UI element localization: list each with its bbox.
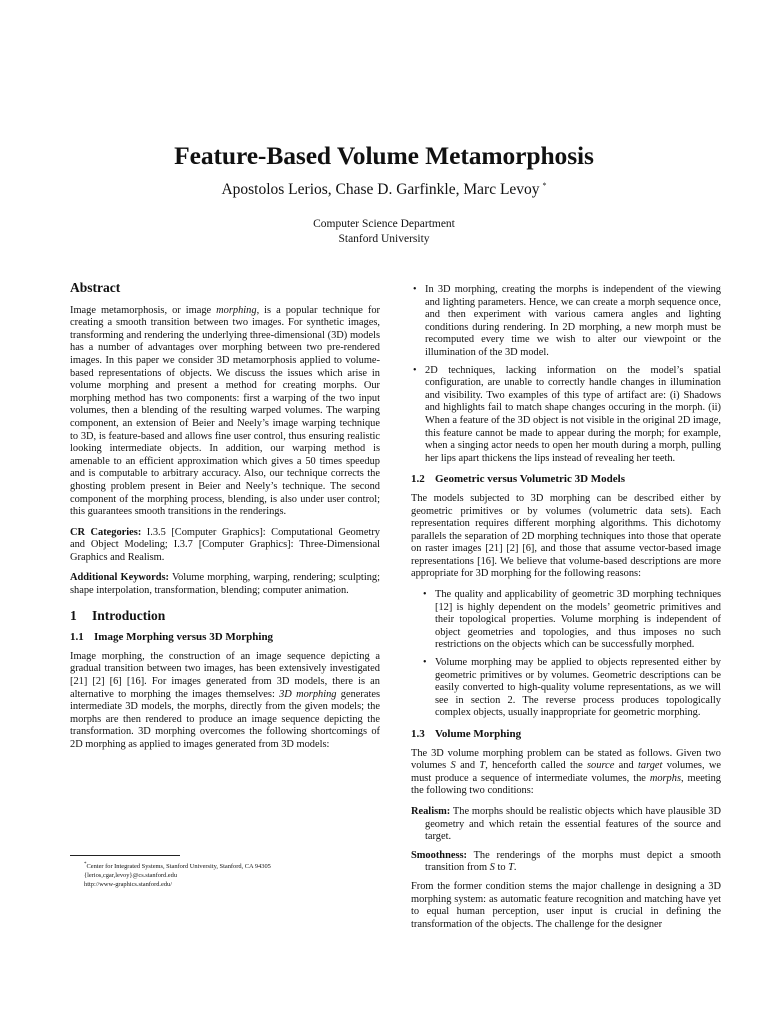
- abstract-heading: Abstract: [70, 280, 121, 295]
- right-column: [411, 284, 721, 939]
- affiliation-department: Computer Science Department: [313, 218, 455, 230]
- paper-authors: [0, 181, 768, 199]
- list-item: • The quality and applicability of geometric 3D morphing techniques [12] is highly dependent on the models’ geometric primitives and their topological properties. Volume morphing is independent of object geometries and topologies, and thus imposes no such restrictions on the objects which can be successfully morphed.: [423, 589, 721, 651]
- subsection-heading-1-3: 1.3 Volume Morphing: [411, 728, 522, 740]
- author-list: Apostolos Lerios, Chase D. Garfinkle, Marc Levoy: [221, 181, 540, 198]
- list-item: • Volume morphing may be applied to objects represented either by geometric primitives or by volumes. Geometric descriptions can be easily converted to high-quality volume representations, as we will see in section 2. The reverse process produces topologically complex objects, usually inappropriate for geometric morphing.: [423, 657, 721, 719]
- footnote-rule: [70, 855, 180, 856]
- bullet-list-3d-advantages: [411, 284, 721, 465]
- challenge-paragraph: From the former condition stems the major challenge in designing a 3D morphing system: as automatic feature recognition and matching have yet to equal human perception, user input is crucial in defining the transformation of the objects. The challenge for the designer: [411, 880, 721, 930]
- volume-morphing-paragraph: The 3D volume morphing problem can be stated as follows. Given two volumes S and T, henceforth called the source and target volumes, we must produce a sequence of intermediate volumes, the morphs, meeting the following two conditions:: [411, 747, 722, 797]
- subsection-heading-1-2: 1.2 Geometric versus Volumetric 3D Models: [411, 473, 626, 486]
- subsection-heading-1-1: 1.1 Image Morphing versus 3D Morphing: [70, 631, 274, 644]
- smoothness-definition: Smoothness: The renderings of the morphs must depict a smooth transition from S to T.: [411, 849, 721, 874]
- models-paragraph: The models subjected to 3D morphing can be described either by geometric primitives or by volumes (volumetric data sets). Each representation requires different morphing algorithms. This dichotomy parallels the separation of 2D morphing techniques into those that operate on raster images [21] [2] [6], and those that assume vector-based image representations [16]. We believe that volume-based descriptions are more appropriate for 3D morphing for the following reasons:: [411, 492, 721, 580]
- list-item: • 2D techniques, lacking information on the model’s spatial configuration, are unable to correctly handle changes in illumination and visibility. Two examples of this type of artifact are: (i) Shadows and highlights fail to match shape changes occuring in the morph. (ii) When a feature of the 3D object is not visible in the original 2D image, this feature cannot be made to appear during the morph; for example, when a singing actor needs to open her mouth during a morph, pulling her lips apart thickens the lips instead of revealing her teeth.: [413, 364, 721, 464]
- bullet-list-volume-reasons: [411, 589, 721, 720]
- abstract-paragraph: Image metamorphosis, or image morphing, is a popular technique for creating a smooth transition between two images. For synthetic images, transforming and rendering the underlying three-dimensional (3D) models has a number of advantages over morphing between two pre-rendered images. In this paper we consider 3D metamorphosis applied to volume-based representations of objects. We discuss the issues which arise in volume morphing and present a method for creating morphs. Our morphing method has two components: first a warping of the two input volumes, then a blending of the resulting warped volumes. The warping component, an extension of Beier and Neely’s image warping technique to 3D, is feature-based and allows fine user control, thus ensuring realistic looking intermediate objects. In addition, our warping method is amenable to an efficient approximation which gives a 50 times speedup and is computable to arbitrary accuracy. Also, our technique corrects the ghosting problem present in Beier and Neely’s technique. The second component of the morphing process, blending, is also under user control; this guarantees smooth transitions in the renderings.: [70, 304, 381, 518]
- intro-paragraph: Image morphing, the construction of an image sequence depicting a gradual transition between two images, has been extensively investigated [21] [2] [6] [16]. For images generated from 3D models, there is an alternative to morphing the images themselves: 3D morphing generates intermediate 3D models, the morphs, directly from the given models; the morphs are then rendered to produce an image sequence depicting the transformation. 3D morphing overcomes the following shortcomings of 2D morphing as applied to images generated from 3D models:: [70, 650, 380, 750]
- paper-title: Feature-Based Volume Metamorphosis: [174, 141, 594, 170]
- additional-keywords: Additional Keywords: Volume morphing, warping, rendering; sculpting; shape interpolation, transformation, blending; computer animation.: [70, 572, 380, 597]
- section-heading-introduction: 1 Introduction: [70, 607, 166, 623]
- list-item: • In 3D morphing, creating the morphs is independent of the viewing and lighting parameters. Hence, we can create a morph sequence once, and then experiment with various camera angles and lighting conditions during rendering. In 2D morphing, a new morph must be recomputed every time we wish to alter our viewpoint or the illumination of the 3D model.: [413, 284, 721, 358]
- cr-categories: CR Categories: I.3.5 [Computer Graphics]: Computational Geometry and Object Modeling; I.3.7 [Computer Graphics]: Three-Dimensional Graphics and Realism.: [70, 526, 380, 563]
- left-column: [70, 282, 380, 760]
- footnote: *Center for Integrated Systems, Stanford University, Stanford, CA 94305 {lerios,cgar,levoy}@cs.stanford.edu http://www-graphics.stanford.edu/: [84, 862, 271, 888]
- affiliation-university: Stanford University: [338, 233, 430, 245]
- realism-definition: Realism: The morphs should be realistic objects which have plausible 3D geometry and which retain the essential features of the source and target.: [411, 805, 721, 843]
- author-footnote-mark: *: [542, 181, 547, 190]
